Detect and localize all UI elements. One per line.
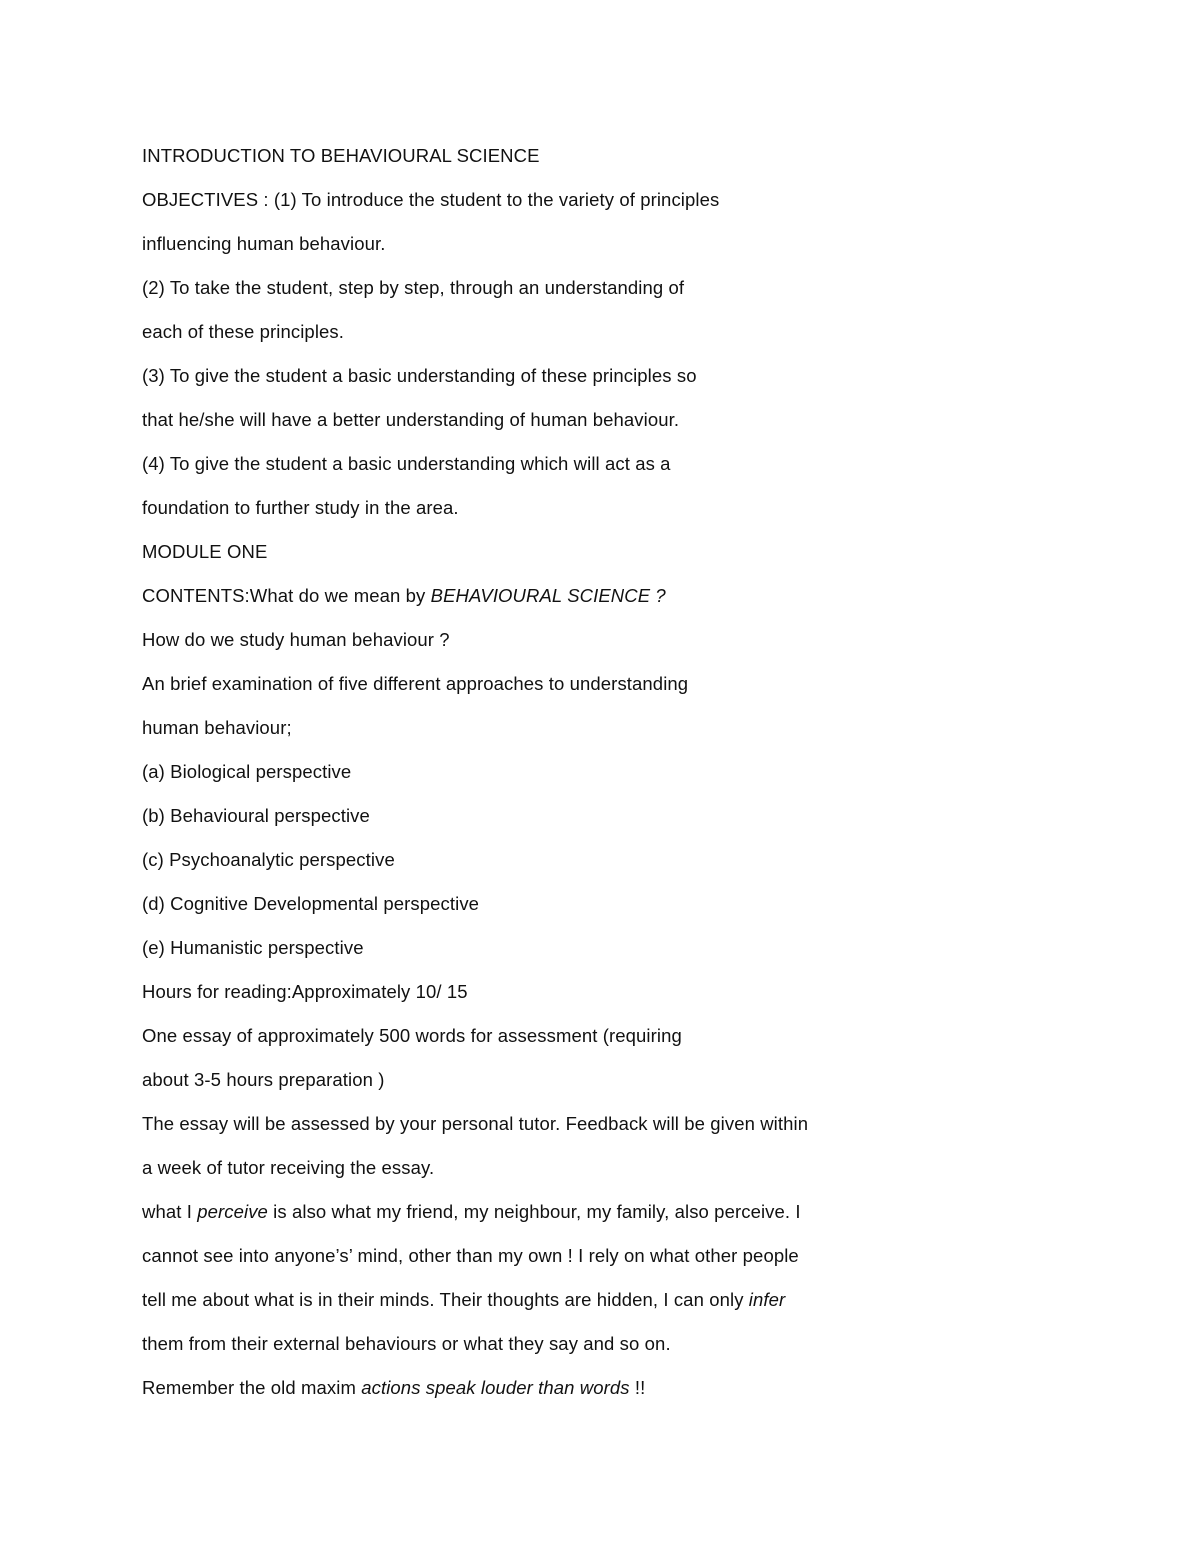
contents-line: [142, 583, 1102, 627]
perspective-item: (c) Psychoanalytic perspective: [142, 849, 395, 870]
essay-line-4: a week of tutor receiving the essay.: [142, 1157, 435, 1178]
study-question: How do we study human behaviour ?: [142, 629, 450, 650]
objective-2-line-1: (2) To take the student, step by step, through an understanding of: [142, 277, 685, 298]
body-line-1-post: is also what my friend, my neighbour, my family, also perceive. I: [267, 1201, 801, 1222]
objective-4-line-2: foundation to further study in the area.: [142, 497, 459, 518]
body-line-4: them from their external behaviours or what they say and so on.: [142, 1333, 671, 1354]
body-line-5-post: !!: [629, 1377, 646, 1398]
body-line-3-pre: tell me about what is in their minds. Their thoughts are hidden, I can only: [142, 1289, 749, 1310]
essay-line-3: The essay will be assessed by your personal tutor. Feedback will be given within: [142, 1113, 809, 1134]
contents-italic-term: BEHAVIOURAL SCIENCE ?: [430, 585, 666, 606]
body-line-3: [142, 1287, 1102, 1331]
essay-line-2: about 3-5 hours preparation ): [142, 1069, 385, 1090]
objective-3-line-1: (3) To give the student a basic understanding of these principles so: [142, 365, 697, 386]
reading-hours: Hours for reading:Approximately 10/ 15: [142, 981, 468, 1002]
maxim-italic: actions speak louder than words: [361, 1377, 630, 1398]
module-heading: MODULE ONE: [142, 541, 268, 562]
contents-label: CONTENTS:What do we mean by: [142, 585, 431, 606]
document-body: [142, 143, 1102, 1419]
perspective-item: (b) Behavioural perspective: [142, 805, 370, 826]
objective-2-line-2: each of these principles.: [142, 321, 345, 342]
body-line-5: [142, 1375, 1102, 1419]
body-line-2: cannot see into anyone’s’ mind, other than my own ! I rely on what other people: [142, 1245, 799, 1266]
document-title: INTRODUCTION TO BEHAVIOURAL SCIENCE: [142, 145, 540, 166]
approaches-line-1: An brief examination of five different approaches to understanding: [142, 673, 689, 694]
objective-4-line-1: (4) To give the student a basic understanding which will act as a: [142, 453, 671, 474]
objective-3-line-2: that he/she will have a better understanding of human behaviour.: [142, 409, 680, 430]
perspective-item: (e) Humanistic perspective: [142, 937, 364, 958]
objective-1-line-2: influencing human behaviour.: [142, 233, 386, 254]
perceive-italic: perceive: [197, 1201, 268, 1222]
body-line-1: [142, 1199, 1102, 1243]
perspective-item: (d) Cognitive Developmental perspective: [142, 893, 480, 914]
objective-1-line-1: OBJECTIVES : (1) To introduce the student to the variety of principles: [142, 189, 720, 210]
infer-italic: infer: [748, 1289, 786, 1310]
essay-line-1: One essay of approximately 500 words for assessment (requiring: [142, 1025, 682, 1046]
perspective-item: (a) Biological perspective: [142, 761, 352, 782]
body-line-1-pre: what I: [142, 1201, 198, 1222]
approaches-line-2: human behaviour;: [142, 717, 292, 738]
body-line-5-pre: Remember the old maxim: [142, 1377, 362, 1398]
